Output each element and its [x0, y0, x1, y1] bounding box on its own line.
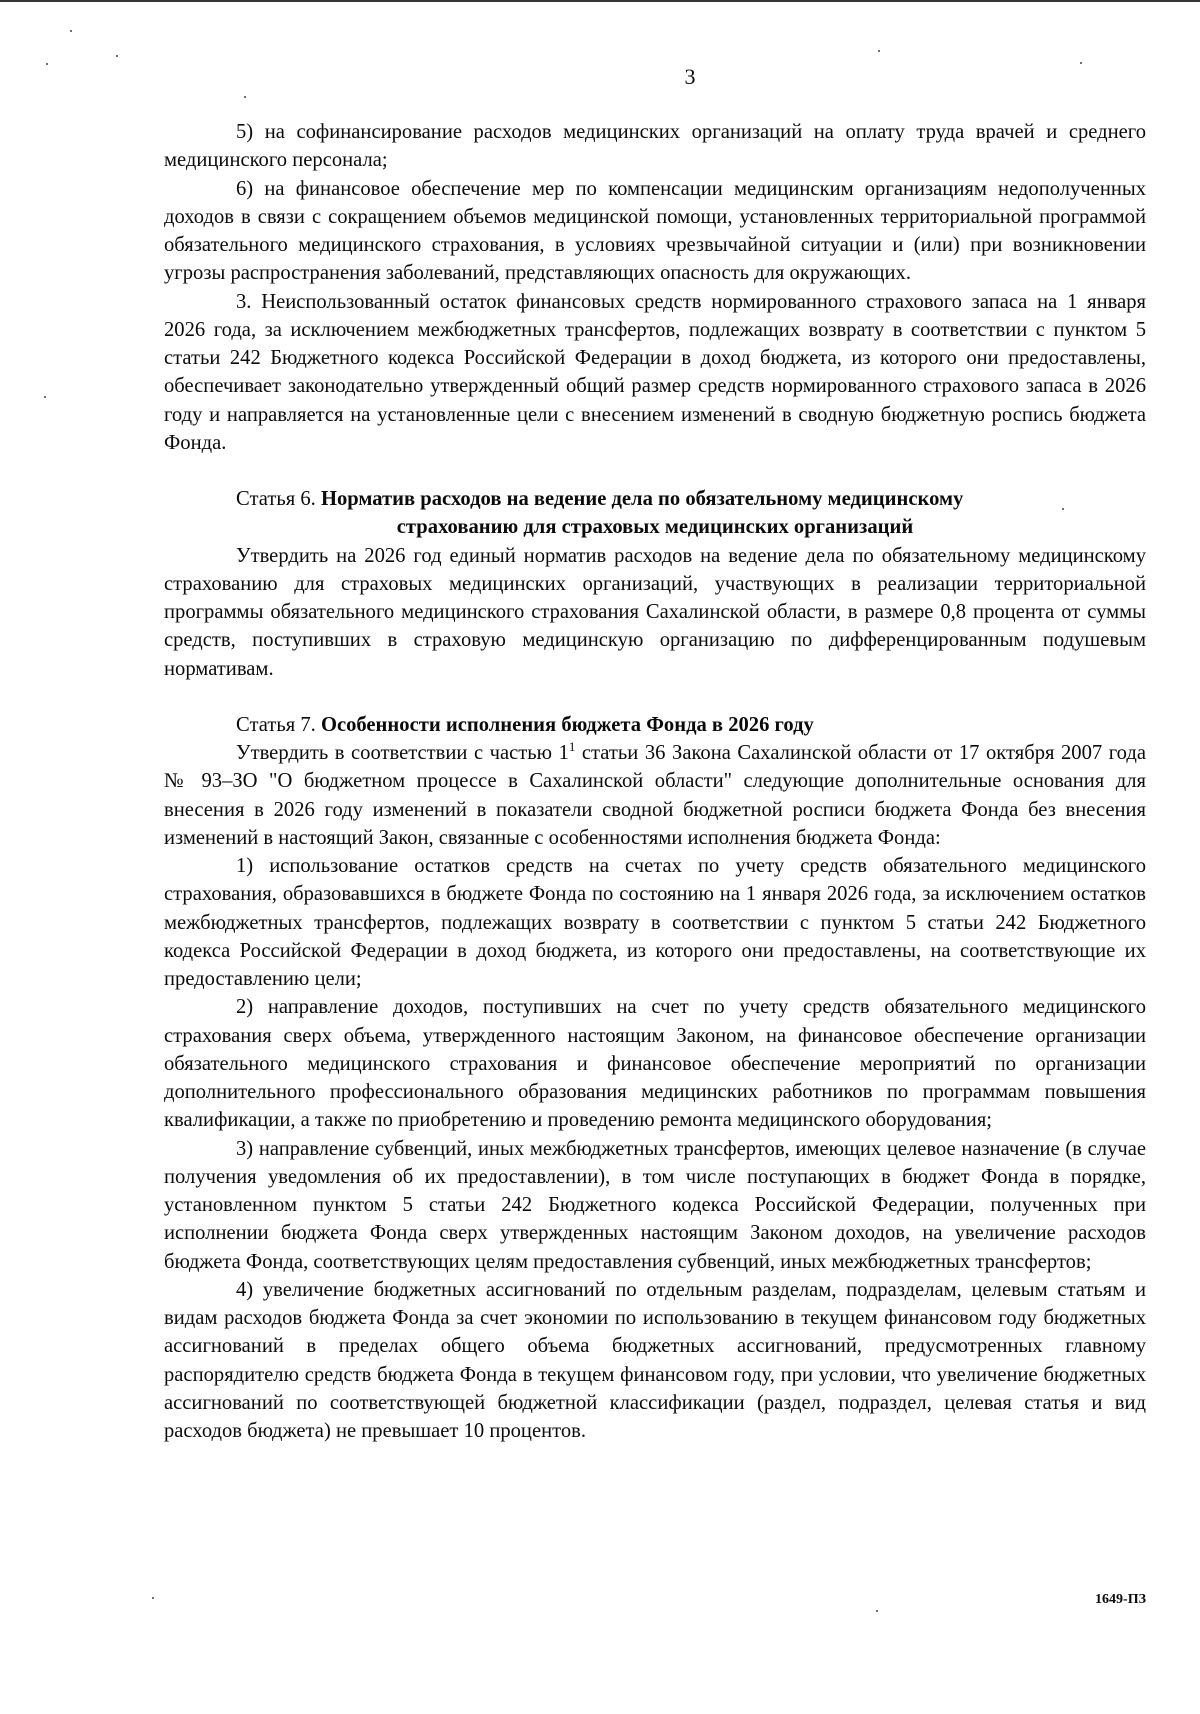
article-7-intro-rest: статьи 36 Закона Сахалинской области от 17 октября 2007 года № 93–ЗО "О бюджетном процессе в Сахалинской области" следующие дополнительные основания для внесения в 2026 году изменений в показатели сводной бюджетной росписи бюджета Фонда без внесения изменений в настоящий Закон, связанные с особенностями исполнения бюджета Фонда: — [164, 742, 1146, 849]
article-6-text: Утвердить на 2026 год единый норматив расходов на ведение дела по обязательному медицинскому страхованию для страховых медицинских организаций, участвующих в реализации территориальной программы обязательного медицинского страхования Сахалинской области, в размере 0,8 процента от суммы средств, поступивших в страховую медицинскую организацию по дифференцированным подушевым нормативам. — [164, 544, 1146, 680]
page-number: 3 — [684, 64, 696, 89]
paragraph-item-6: 6) на финансовое обеспечение мер по компенсации медицинским организациям недополученных доходов в связи с сокращением объемов медицинской помощи, установленных территориальной программой обязательного медицинского страхования, в условиях чрезвычайной ситуации и (или) при возникновении угрозы распространения заболеваний, представляющих опасность для окружающих. — [164, 177, 1146, 285]
scan-speck — [878, 50, 880, 52]
article-7-item-2: 2) направление доходов, поступивших на счет по учету средств обязательного медицинского страхования сверх объема, утвержденного настоящим Законом, на финансовое обеспечение организации обязательного медицинского страхования и финансовое обеспечение мероприятий по организации дополнительного профессионального образования медицинских работников по программам повышения квалификации, а также по приобретению и проведению ремонта медицинского оборудования; — [164, 996, 1146, 1132]
scan-speck — [44, 396, 46, 398]
document-body — [164, 118, 1146, 1445]
article-7-intro-start: Утвердить в соответствии с частью 1 — [236, 742, 569, 764]
scan-speck — [116, 55, 118, 57]
article-7-item-1: 1) использование остатков средств на счетах по учету средств обязательного медицинского страхования, образовавшихся в бюджете Фонда по состоянию на 1 января 2026 года, за исключением остатков межбюджетных трансфертов, подлежащих возврату в соответствии с пунктом 5 статьи 242 Бюджетного кодекса Российской Федерации в доход бюджета, из которого они предоставлены, на соответствующие их предоставлению цели; — [164, 855, 1146, 990]
article-6-title-line2: страхованию для страховых медицинских организаций — [396, 516, 914, 539]
article-6-title-line1: Норматив расходов на ведение дела по обязательному медицинскому — [320, 488, 964, 510]
paragraph-item-5: 5) на софинансирование расходов медицинских организаций на оплату труда врачей и среднего медицинского персонала; — [164, 121, 1146, 172]
document-code: 1649-ПЗ — [1095, 1592, 1146, 1607]
article-7-title: Особенности исполнения бюджета Фонда в 2026 году — [320, 713, 814, 736]
article-7-prefix: Статья 7. — [236, 713, 316, 736]
article-7-heading — [164, 711, 1146, 739]
article-7-item-3: 3) направление субвенций, иных межбюджетных трансфертов, имеющих целевое назначение (в случае получения уведомления об их предоставлении), в том числе поступающих в бюджет Фонда в порядке, установленном пунктом 5 статьи 242 Бюджетного кодекса Российской Федерации, полученных при исполнении бюджета Фонда сверх утвержденных настоящим Законом доходов, на увеличение расходов бюджета Фонда, соответствующих целям предоставления субвенций, иных межбюджетных трансфертов; — [164, 1137, 1146, 1273]
scan-top-edge — [0, 0, 1200, 2]
scan-speck — [244, 96, 246, 98]
paragraph-point-3: 3. Неиспользованный остаток финансовых средств нормированного страхового запаса на 1 января 2026 года, за исключением межбюджетных трансфертов, подлежащих возврату в соответствии с пунктом 5 статьи 242 Бюджетного кодекса Российской Федерации в доход бюджета, из которого они предоставлены, обеспечивает законодательно утвержденный общий размер средств нормированного страхового запаса в 2026 году и направляется на установленные цели с внесением изменений в сводную бюджетную роспись бюджета Фонда. — [164, 290, 1146, 454]
article-7-intro-superscript: 1 — [568, 739, 576, 755]
article-6-heading — [164, 485, 1146, 542]
scan-speck — [876, 1610, 878, 1612]
article-7-item-4: 4) увеличение бюджетных ассигнований по отдельным разделам, подразделам, целевым статьям и видам расходов бюджета Фонда за счет экономии по использованию в текущем финансовом году бюджетных ассигнований в пределах общего объема бюджетных ассигнований, предусмотренных главному распорядителю средств бюджета Фонда в текущем финансовом году, при условии, что увеличение бюджетных ассигнований по соответствующей бюджетной классификации (раздел, подраздел, целевая статья и вид расходов бюджета) не превышает 10 процентов. — [164, 1278, 1146, 1442]
spacer — [164, 683, 1146, 711]
spacer — [164, 457, 1146, 485]
scan-speck — [70, 30, 72, 32]
scan-speck — [152, 1597, 154, 1599]
article-6-prefix: Статья 6. — [236, 488, 316, 510]
article-7-intro — [164, 739, 1146, 852]
